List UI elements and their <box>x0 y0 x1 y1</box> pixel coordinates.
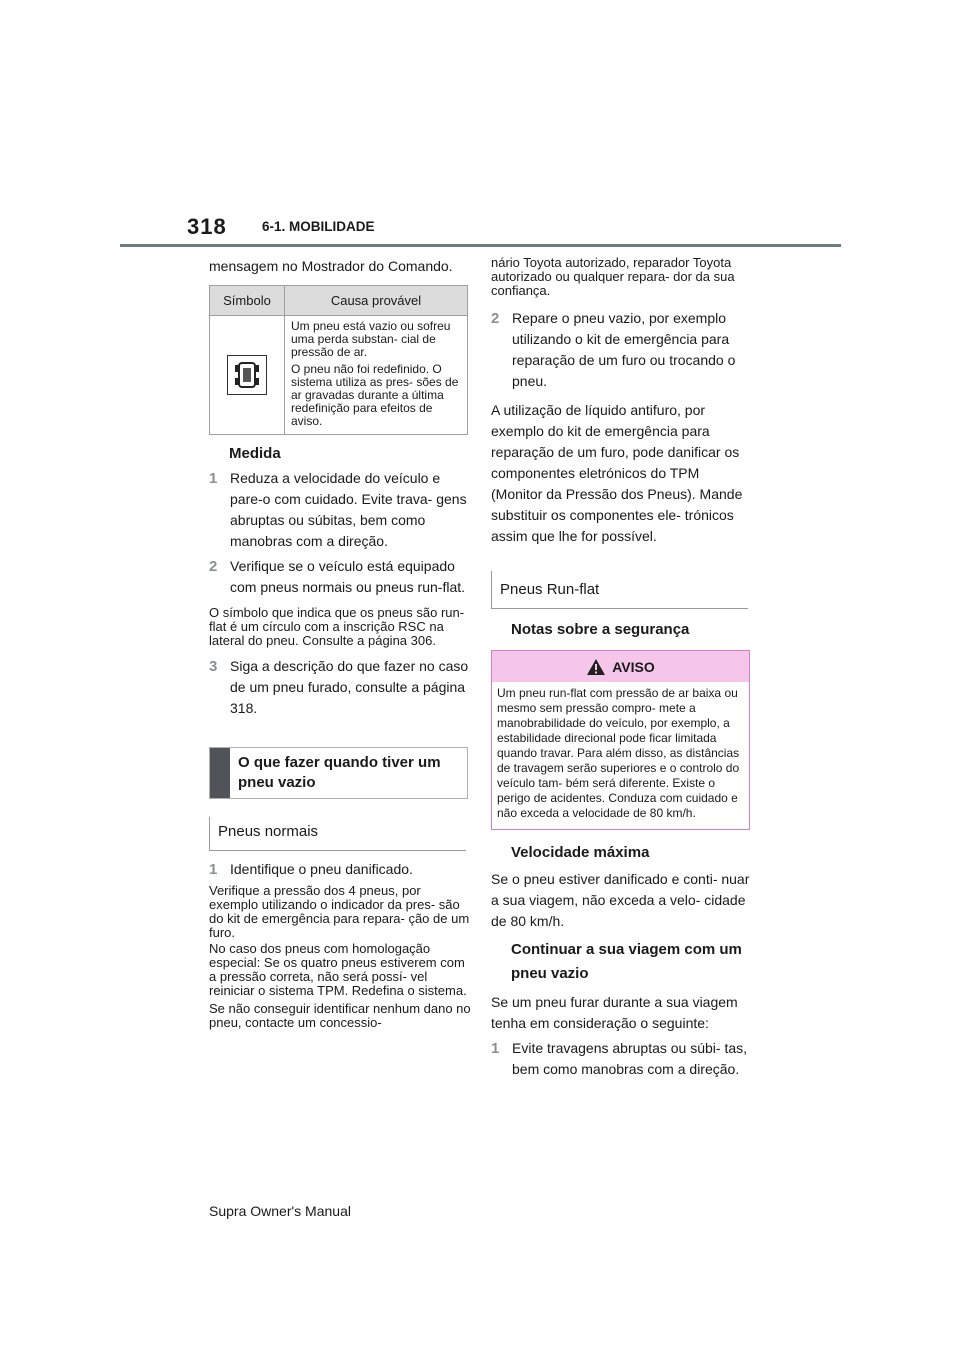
tire-pressure-warning-icon <box>227 355 267 395</box>
step-number: 2 <box>491 310 500 327</box>
step-text: Verifique se o veículo está equipado com pneus normais ou pneus run-flat. <box>230 558 466 595</box>
antifuro-para: A utilização de líquido antifuro, por exemplo do kit de emergência para reparação de um furo, pode danificar os componentes eletrónicos do TPM (Monitor da Pressão dos Pneus). Mande substituir os componentes ele- trónicos assim que lhe for possível. <box>491 402 743 544</box>
repair-step-2 <box>491 308 753 392</box>
cause-2: O pneu não foi redefinido. O sistema utiliza as pres- sões de ar gravadas durante a última redefinição para efeitos de aviso. <box>291 362 459 428</box>
medida-step-2 <box>209 556 471 598</box>
continuar-heading: Continuar a sua viagem com um pneu vazio <box>511 941 742 982</box>
right-column <box>491 256 753 1080</box>
aviso-title: AVISO <box>612 658 655 675</box>
identify-step <box>209 859 471 880</box>
step-text: Reduza a velocidade do veículo e pare-o com cuidado. Evite trava- gens abruptas ou súbitas, bem como manobras com a direção. <box>230 470 467 549</box>
medida-heading: Medida <box>229 445 281 462</box>
section-title-box <box>209 747 468 799</box>
step-number: 1 <box>491 1040 500 1057</box>
section-bar <box>210 748 230 798</box>
pneus-normais-heading: Pneus normais <box>209 817 466 851</box>
continuar-step-1 <box>491 1038 753 1080</box>
medida-step-1 <box>209 468 471 552</box>
run-flat-note: O símbolo que indica que os pneus são run-flat é um círculo com a inscrição RSC na lateral do pneu. Consulte a página 306. <box>209 605 465 648</box>
step-text: Siga a descrição do que fazer no caso de um pneu furado, consulte a página 318. <box>230 658 469 716</box>
page-number: 318 <box>187 214 227 239</box>
para-3: Se não conseguir identificar nenhum dano no pneu, contacte um concessio- <box>209 1001 471 1030</box>
medida-step-3 <box>209 656 471 719</box>
velocidade-heading: Velocidade máxima <box>511 844 650 861</box>
step-number: 3 <box>209 658 218 675</box>
aviso-box <box>491 650 750 830</box>
step-text: Identifique o pneu danificado. <box>230 861 413 877</box>
aviso-header <box>492 651 749 682</box>
para-2: No caso dos pneus com homologação especial: Se os quatro pneus estiverem com a pressão correta, não será possí- vel reiniciar o sistema TPM. Redefina o sistema. <box>209 941 467 998</box>
cause-col-header: Causa provável <box>285 286 468 316</box>
step-number: 1 <box>209 470 218 487</box>
run-flat-heading: Pneus Run-flat <box>491 571 748 609</box>
continuar-text: Se um pneu furar durante a sua viagem tenha em consideração o seguinte: <box>491 994 738 1031</box>
notas-heading: Notas sobre a segurança <box>511 621 690 638</box>
step-number: 2 <box>209 558 218 575</box>
header-rule <box>120 244 841 247</box>
aviso-text: Um pneu run-flat com pressão de ar baixa ou mesmo sem pressão compro- mete a manobrabilidade do veículo, por exemplo, a estabilidade direcional pode ficar limitada quando travar. Para além disso, as distâncias de travagem serão superiores e o controlo do veículo tam- bém será diferente. Existe o perigo de acidentes. Conduza com cuidado e não exceda a velocidade de 80 km/h. <box>497 686 740 820</box>
step-text: Evite travagens abruptas ou súbi- tas, bem como manobras com a direção. <box>512 1040 748 1077</box>
left-column <box>209 256 471 1030</box>
section-title: O que fazer quando tiver um pneu vazio <box>238 754 441 791</box>
footer-text: Supra Owner's Manual <box>209 1203 351 1219</box>
section-label: 6-1. MOBILIDADE <box>262 219 375 234</box>
symbol-table <box>209 285 468 435</box>
para-1: Verifique a pressão dos 4 pneus, por exemplo utilizando o indicador da pres- são do kit de emergência para repara- ção de um furo. <box>209 883 470 940</box>
warning-triangle-icon <box>586 658 606 676</box>
step-text: Repare o pneu vazio, por exemplo utilizando o kit de emergência para reparação de um furo ou trocando o pneu. <box>512 310 736 389</box>
cause-1: Um pneu está vazio ou sofreu uma perda substan- cial de pressão de ar. <box>291 319 451 359</box>
step-number: 1 <box>209 861 218 878</box>
cause-cell <box>285 316 468 435</box>
intro-text: mensagem no Mostrador do Comando. <box>209 258 453 274</box>
symbol-cell <box>210 316 285 435</box>
symbol-col-header: Símbolo <box>210 286 285 316</box>
continued-text: nário Toyota autorizado, reparador Toyota autorizado ou qualquer repara- dor da sua confiança. <box>491 255 735 298</box>
velocidade-text: Se o pneu estiver danificado e conti- nuar a sua viagem, não exceda a velo- cidade de 80 km/h. <box>491 871 750 929</box>
